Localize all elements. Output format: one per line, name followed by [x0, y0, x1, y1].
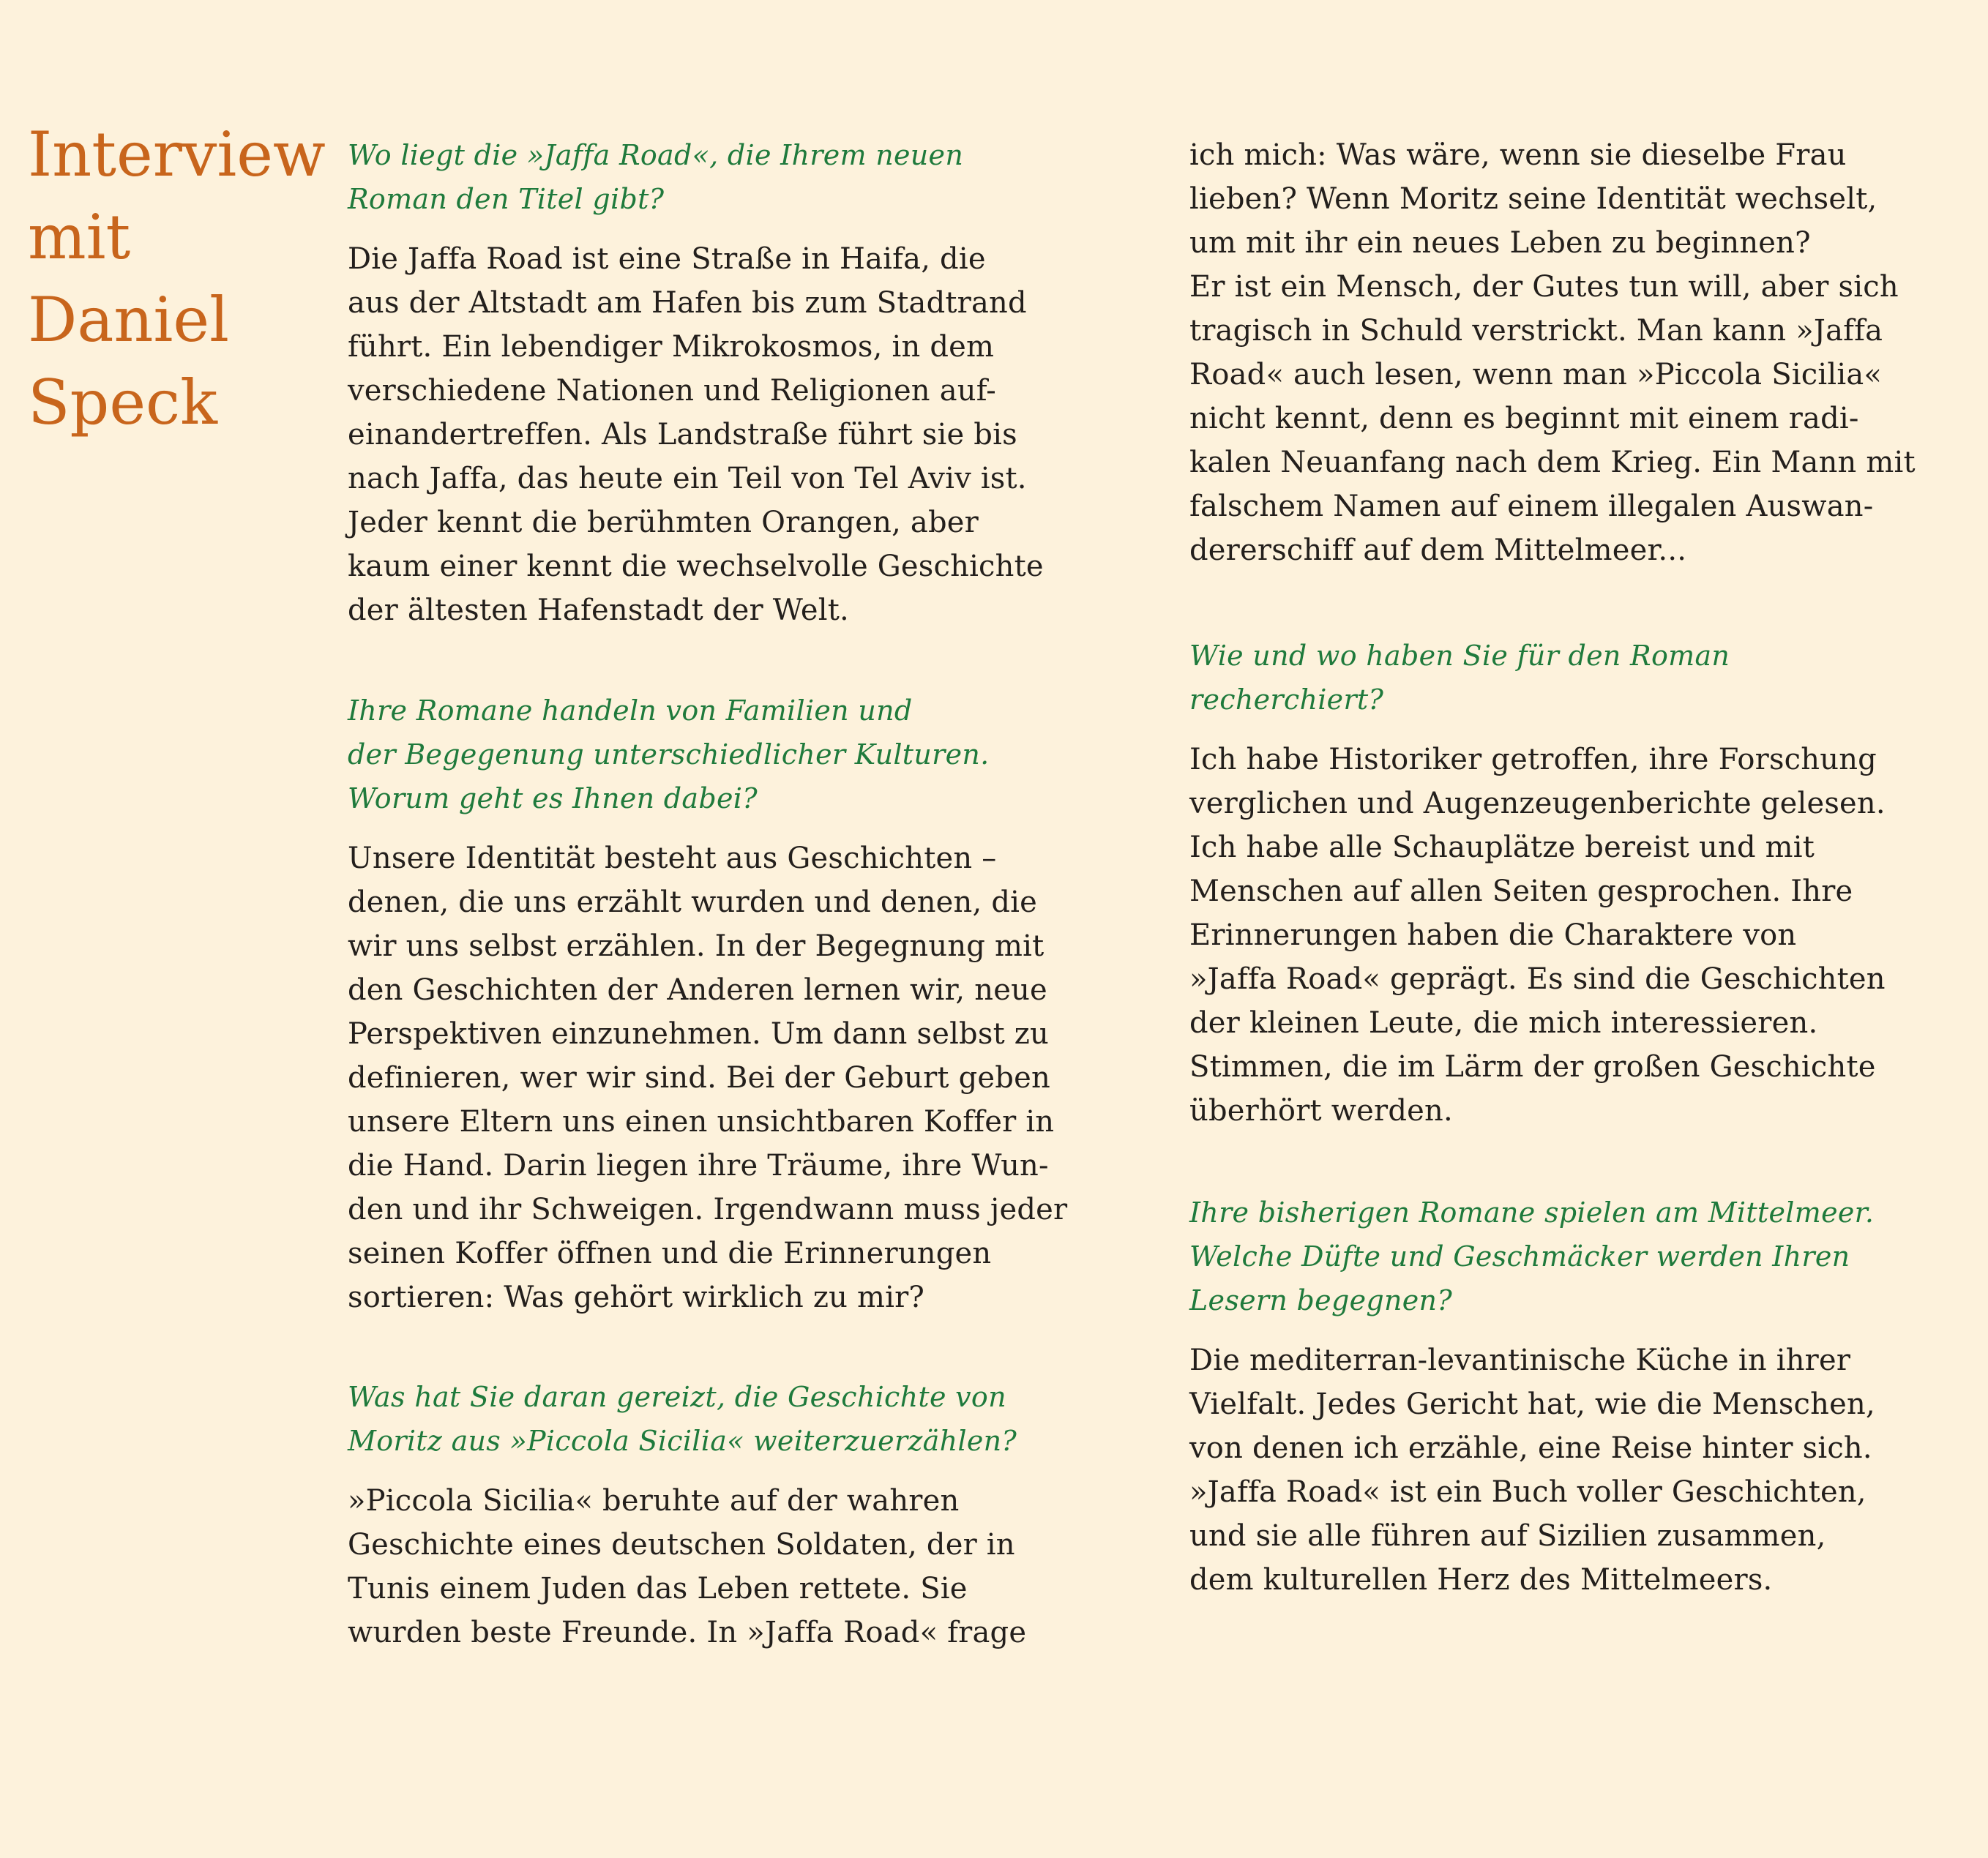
answer-line: aus der Altstadt am Hafen bis zum Stadtrand	[348, 286, 1027, 320]
answer-line: »Piccola Sicilia« beruhte auf der wahren	[348, 1484, 960, 1518]
question-line: Roman den Titel gibt?	[348, 183, 665, 215]
answer-line: Erinnerungen haben die Charaktere von	[1189, 918, 1797, 952]
answer-line: kalen Neuanfang nach dem Krieg. Ein Mann mit	[1189, 446, 1916, 479]
answer-line: Road« auch lesen, wenn man »Piccola Sicilia«	[1189, 358, 1883, 392]
title-line: Daniel	[28, 284, 229, 356]
question-line: Lesern begegnen?	[1189, 1284, 1452, 1316]
answer-line: den Geschichten der Anderen lernen wir, neue	[348, 973, 1047, 1007]
answer-line: Er ist ein Mensch, der Gutes tun will, aber sich	[1189, 270, 1899, 304]
answer-line: den und ihr Schweigen. Irgendwann muss jeder	[348, 1193, 1068, 1226]
answer-line: die Hand. Darin liegen ihre Träume, ihre Wun-	[348, 1149, 1049, 1183]
question-line: Welche Düfte und Geschmäcker werden Ihren	[1189, 1240, 1850, 1273]
answer-line: Ich habe alle Schauplätze bereist und mit	[1189, 831, 1815, 864]
answer-line: Jeder kennt die berühmten Orangen, aber	[348, 506, 979, 539]
answer-line: lieben? Wenn Moritz seine Identität wechselt,	[1189, 182, 1877, 216]
title-line: Speck	[28, 367, 217, 438]
answer-line: Menschen auf allen Seiten gesprochen. Ihre	[1189, 874, 1853, 908]
answer-line: tragisch in Schuld verstrickt. Man kann »Jaffa	[1189, 314, 1883, 348]
question-line: Wo liegt die »Jaffa Road«, die Ihrem neuen	[348, 139, 964, 171]
title-line: mit	[28, 201, 131, 273]
answer-line: und sie alle führen auf Sizilien zusammen,	[1189, 1519, 1826, 1553]
answer-line: führt. Ein lebendiger Mikrokosmos, in dem	[348, 330, 995, 364]
answer-line: überhört werden.	[1189, 1094, 1453, 1128]
question-line: der Begegenung unterschiedlicher Kulturen.	[348, 738, 990, 771]
answer-line: Unsere Identität besteht aus Geschichten –	[348, 842, 997, 875]
answer-line: der kleinen Leute, die mich interessieren.	[1189, 1006, 1818, 1040]
answer-line: Perspektiven einzunehmen. Um dann selbst zu	[348, 1017, 1050, 1051]
answer-line: verschiedene Nationen und Religionen auf-	[348, 374, 996, 408]
answer-line: sortieren: Was gehört wirklich zu mir?	[348, 1281, 925, 1314]
answer-line: um mit ihr ein neues Leben zu beginnen?	[1189, 226, 1811, 260]
answer-line: nicht kennt, denn es beginnt mit einem radi-	[1189, 402, 1859, 435]
answer-line: unsere Eltern uns einen unsichtbaren Koffer in	[348, 1105, 1055, 1139]
question-line: Ihre Romane handeln von Familien und	[348, 694, 913, 727]
answer-line: »Jaffa Road« ist ein Buch voller Geschichten,	[1189, 1475, 1866, 1509]
answer-line: von denen ich erzähle, eine Reise hinter sich.	[1189, 1431, 1872, 1465]
answer-line: falschem Namen auf einem illegalen Auswan-	[1189, 490, 1874, 523]
question-line: Moritz aus »Piccola Sicilia« weiterzuerzählen?	[348, 1425, 1017, 1457]
answer-line: definieren, wer wir sind. Bei der Geburt geben	[348, 1061, 1050, 1095]
question-line: Worum geht es Ihnen dabei?	[348, 782, 758, 814]
answer-line: nach Jaffa, das heute ein Teil von Tel Aviv ist.	[348, 462, 1027, 495]
answer-line: Die Jaffa Road ist eine Straße in Haifa, die	[348, 242, 986, 276]
question-line: Was hat Sie daran gereizt, die Geschichte von	[348, 1381, 1006, 1413]
answer-line: der ältesten Hafenstadt der Welt.	[348, 593, 849, 627]
question-line: Wie und wo haben Sie für den Roman	[1189, 640, 1730, 672]
answer-line: einandertreffen. Als Landstraße führt sie bis	[348, 418, 1017, 452]
answer-line: Stimmen, die im Lärm der großen Geschichte	[1189, 1050, 1876, 1084]
answer-line: Ich habe Historiker getroffen, ihre Forschung	[1189, 743, 1877, 776]
answer-line: dererschiff auf dem Mittelmeer...	[1189, 533, 1687, 567]
answer-line: seinen Koffer öffnen und die Erinnerungen	[348, 1237, 992, 1270]
question-line: Ihre bisherigen Romane spielen am Mittelmeer.	[1189, 1196, 1875, 1229]
answer-line: ich mich: Was wäre, wenn sie dieselbe Frau	[1189, 138, 1847, 172]
answer-line: Geschichte eines deutschen Soldaten, der in	[348, 1528, 1015, 1562]
question-line: recherchiert?	[1189, 683, 1384, 716]
answer-line: dem kulturellen Herz des Mittelmeers.	[1189, 1563, 1773, 1597]
answer-line: wir uns selbst erzählen. In der Begegnung mit	[348, 929, 1045, 963]
answer-line: Vielfalt. Jedes Gericht hat, wie die Menschen,	[1189, 1387, 1875, 1421]
answer-line: denen, die uns erzählt wurden und denen, die	[348, 885, 1038, 919]
page-title	[28, 113, 326, 444]
answer-line: Die mediterran-levantinische Küche in ihrer	[1189, 1344, 1851, 1377]
answer-line: »Jaffa Road« geprägt. Es sind die Geschichten	[1189, 962, 1886, 996]
title-line: Interview	[28, 119, 326, 190]
answer-line: verglichen und Augenzeugenberichte gelesen.	[1189, 787, 1886, 820]
answer-line: kaum einer kennt die wechselvolle Geschichte	[348, 550, 1044, 583]
answer-line: wurden beste Freunde. In »Jaffa Road« frage	[348, 1616, 1027, 1649]
answer-line: Tunis einem Juden das Leben rettete. Sie	[348, 1572, 968, 1606]
